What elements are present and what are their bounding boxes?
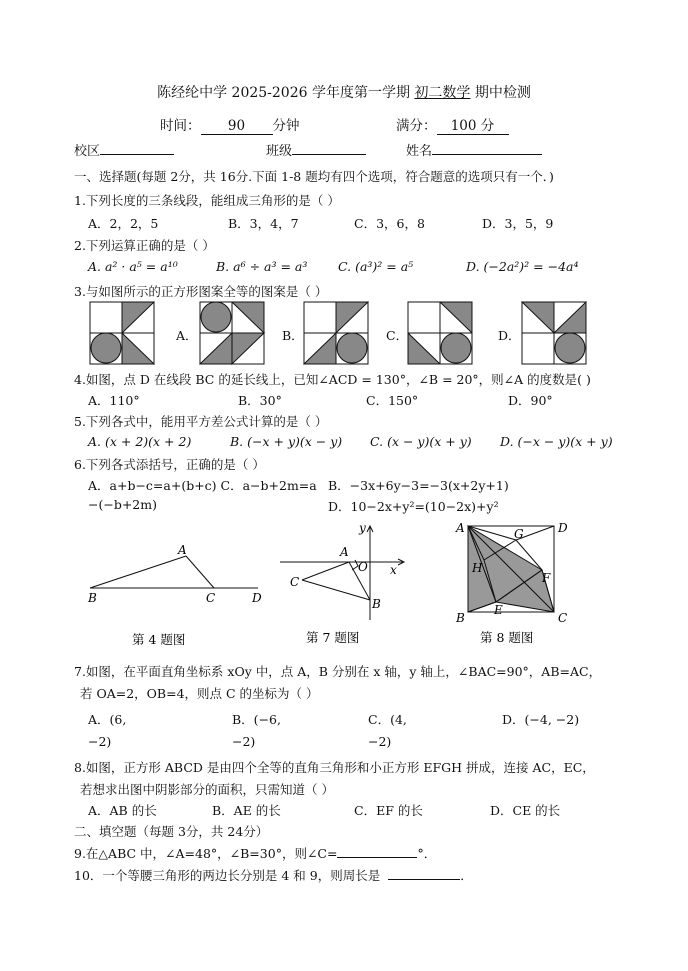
q8-option-c[interactable]: C．EF 的长 [354,803,423,818]
q3-stem: 3.与如图所示的正方形图案全等的图案是（ ） [74,284,328,299]
q2-stem: 2.下列运算正确的是（ ） [74,238,215,253]
q2-option-a[interactable]: A. a² · a⁵ = a¹⁰ [88,259,178,274]
q1-option-b[interactable]: B．3，4，7 [228,216,299,231]
fig7-label-c: C [290,575,300,589]
q3-option-a-figure[interactable] [200,302,264,364]
q3-option-c[interactable]: C． [386,328,409,343]
q10-stem-end: ． [460,868,473,883]
q5-option-a[interactable]: A. (x + 2)(x + 2) [88,434,192,449]
q2-option-c[interactable]: C. (a³)² = a⁵ [338,259,414,274]
q8-option-b[interactable]: B．AE 的长 [212,803,281,818]
fig8-label-f: F [542,571,551,585]
fig8-caption: 第 8 题图 [480,630,534,645]
q7-option-b[interactable]: B．(−6, [232,712,281,727]
fig4-label-c: C [206,591,216,605]
q2-option-b[interactable]: B. a⁶ ÷ a³ = a³ [216,259,308,274]
fig8-label-a: A [456,521,465,535]
time-label: 时间： [160,118,201,134]
q1-stem: 1.下列长度的三条线段，能组成三角形的是（ ） [74,193,340,208]
score-value: 100 分 [437,114,509,135]
q5-option-d[interactable]: D. (−x − y)(x + y) [500,434,613,449]
q10-row [74,866,473,884]
time-unit: 分钟 [272,118,300,134]
q4-option-a[interactable]: A．110° [88,393,140,408]
q1-option-a[interactable]: A．2，2，5 [88,216,159,231]
fig7-label-b: B [372,597,381,611]
q8-option-a[interactable]: A．AB 的长 [88,803,157,818]
q7-stem-line1: 7.如图，在平面直角坐标系 xOy 中，点 A，B 分别在 x 轴，y 轴上，∠BAC=90°，AB=AC， [74,664,602,679]
q4-stem: 4.如图，点 D 在线段 BC 的延长线上，已知∠ACD = 130°，∠B = 20°，则∠A 的度数是( ) [74,372,591,387]
q3-option-a[interactable]: A． [176,328,198,343]
fig7-label-y: y [359,521,366,535]
q8-option-d[interactable]: D．CE 的长 [490,803,561,818]
q7-option-c-line2[interactable]: −2) [368,734,392,749]
q7-option-a-line2[interactable]: −2) [88,734,112,749]
figures-row [74,520,674,650]
title-exam: 期中检测 [470,85,531,101]
class-field[interactable] [266,140,366,159]
fig4-label-b: B [88,591,97,605]
q7-option-d[interactable]: D．(−4, −2) [502,712,580,727]
q4-option-b[interactable]: B．30° [238,393,282,408]
q1-option-c[interactable]: C．3，6，8 [354,216,425,231]
title-school: 陈经纶中学 2025-2026 学年度第一学期 [157,85,415,101]
section2-heading: 二、填空题（每题 3分，共 24分） [74,824,269,839]
q3-option-d[interactable]: D． [498,328,521,343]
q7-option-a[interactable]: A．(6, [88,712,127,727]
fig4-label-a: A [178,543,187,557]
q6-option-b[interactable]: B．−3x+6y−3=−3(x+2y+1) [328,478,509,493]
q9-answer-blank[interactable] [337,845,417,858]
fig7-label-x: x [390,563,397,577]
fig4-caption: 第 4 题图 [132,632,186,647]
fig8-label-h: H [472,561,483,575]
q9-stem-end: °． [417,846,437,861]
name-blank[interactable] [432,142,542,155]
fig4-label-d: D [252,591,262,605]
score-row [396,114,509,135]
score-label: 满分： [396,118,437,134]
fig8-label-c: C [558,611,568,625]
q6-option-d[interactable]: D．10−2x+y²=(10−2x)+y² [328,499,499,514]
q7-option-c[interactable]: C．(4, [368,712,407,727]
q5-option-b[interactable]: B. (−x + y)(x − y) [230,434,343,449]
q3-original-square [90,302,154,364]
q10-answer-blank[interactable] [388,867,460,880]
q3-option-c-figure[interactable] [408,302,472,364]
q7-option-b-line2[interactable]: −2) [232,734,256,749]
q1-option-d[interactable]: D．3，5，9 [482,216,554,231]
q8-stem-line2: 若想求出图中阴影部分的面积，只需知道（ ） [80,782,334,797]
q3-option-b-figure[interactable] [304,302,368,364]
fig7-label-o: O [358,560,368,574]
title-subject: 初二数学 [414,85,471,101]
q3-option-b[interactable]: B． [282,328,304,343]
fig7-caption: 第 7 题图 [306,630,360,645]
campus-field[interactable] [74,140,174,159]
class-blank[interactable] [292,142,366,155]
campus-label: 校区 [74,144,101,159]
time-value: 90 [201,118,273,135]
campus-blank[interactable] [100,142,174,155]
section1-heading: 一、选择题(每题 2分，共 16分.下面 1-8 题均有四个选项，符合题意的选项只有一个．) [74,169,554,184]
name-label: 姓名 [406,144,433,159]
q6-option-c-continued[interactable]: −(−b+2m) [88,497,157,512]
q9-stem: 9.在△ABC 中，∠A=48°，∠B=30°，则∠C= [74,846,338,861]
fig7-label-a: A [340,545,349,559]
q3-option-d-figure[interactable] [522,302,586,364]
name-field[interactable] [406,140,542,159]
page-title [0,82,688,102]
fig4-triangle [90,556,258,588]
q4-option-d[interactable]: D．90° [508,393,553,408]
fig8-label-g: G [514,527,524,541]
fig8-label-b: B [456,611,465,625]
fig8-label-e: E [494,603,503,617]
q5-stem: 5.下列各式中，能用平方差公式计算的是（ ） [74,414,328,429]
q5-option-c[interactable]: C. (x − y)(x + y) [370,434,472,449]
class-label: 班级 [266,144,293,159]
fig7-coordinate [280,526,404,620]
q2-option-d[interactable]: D. (−2a²)² = −4a⁴ [466,259,579,274]
q8-stem-line1: 8.如图，正方形 ABCD 是由四个全等的直角三角形和小正方形 EFGH 拼成，连接 AC，EC， [74,760,595,775]
q10-stem: 10．一个等腰三角形的两边长分别是 4 和 9，则周长是 [74,868,381,883]
q7-stem-line2: 若 OA=2，OB=4，则点 C 的坐标为（ ） [80,686,319,701]
q4-option-c[interactable]: C．150° [366,393,419,408]
time-row [160,114,300,135]
fig8-label-d: D [558,521,568,535]
q6-option-a-c[interactable]: A．a+b−c=a+(b+c) C．a−b+2m=a [88,478,317,493]
q6-stem: 6.下列各式添括号，正确的是（ ） [74,457,265,472]
q9-row [74,844,436,862]
